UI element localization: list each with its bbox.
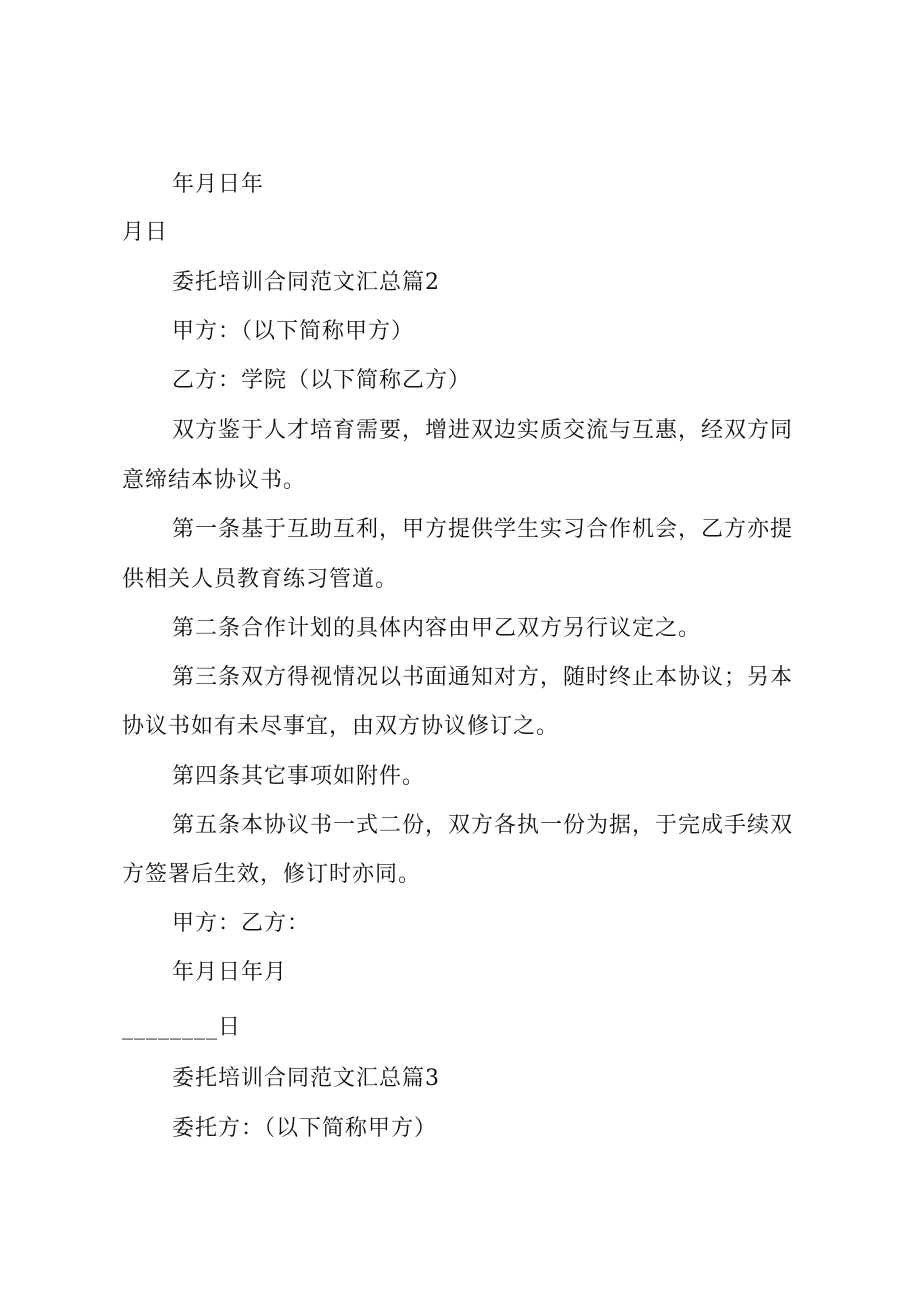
article-1-continued: 供相关人员教育练习管道。 bbox=[122, 567, 399, 592]
date-line-continued: 月日 bbox=[122, 220, 169, 245]
article-2: 第二条合作计划的具体内容由甲乙双方另行议定之。 bbox=[172, 616, 702, 641]
date-line: 年月日年 bbox=[172, 172, 265, 197]
article-5-continued: 方签署后生效，修订时亦同。 bbox=[122, 862, 422, 887]
preamble-paragraph: 双方鉴于人才培育需要，增进双边实质交流与互惠，经双方同 bbox=[172, 418, 794, 443]
article-4: 第四条其它事项如附件。 bbox=[172, 764, 426, 789]
party-a-line: 甲方：（以下简称甲方） bbox=[172, 319, 415, 344]
signature-parties-line: 甲方：乙方： bbox=[172, 911, 311, 936]
section-heading-2: 委托培训合同范文汇总篇2 bbox=[172, 270, 440, 295]
section-heading-3: 委托培训合同范文汇总篇3 bbox=[172, 1066, 440, 1091]
preamble-paragraph-continued: 意缔结本协议书。 bbox=[122, 468, 307, 493]
article-3-continued: 协议书如有未尽事宜，由双方协议修订之。 bbox=[122, 714, 560, 739]
article-1: 第一条基于互助互利，甲方提供学生实习合作机会，乙方亦提 bbox=[172, 517, 794, 542]
party-b-line: 乙方：学院（以下简称乙方） bbox=[172, 368, 472, 393]
signature-date-blank: ________日 bbox=[122, 1015, 242, 1040]
signature-date-line: 年月日年月 bbox=[172, 960, 288, 985]
article-3: 第三条双方得视情况以书面通知对方，随时终止本协议；另本 bbox=[172, 665, 794, 690]
article-5: 第五条本协议书一式二份，双方各执一份为据，于完成手续双 bbox=[172, 813, 794, 838]
entrusting-party-line: 委托方：（以下简称甲方） bbox=[172, 1116, 438, 1141]
